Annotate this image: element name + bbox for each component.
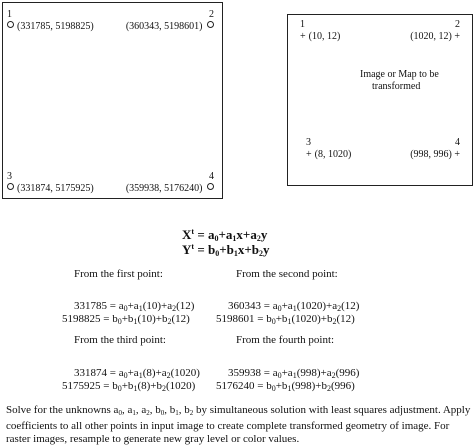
plus-marker-icon: + bbox=[454, 31, 460, 42]
corner-number: 3 bbox=[306, 137, 311, 148]
formula-y bbox=[182, 239, 269, 261]
corner-coordinate: (331785, 5198825) bbox=[17, 21, 94, 32]
map-corner-1 bbox=[7, 9, 94, 33]
image-corner-3 bbox=[306, 137, 351, 161]
map-corner-2 bbox=[126, 9, 214, 33]
image-corner-1 bbox=[300, 19, 340, 43]
circle-marker-icon bbox=[207, 183, 214, 190]
image-label bbox=[360, 69, 439, 93]
equation-third-b: $5175925 = b_0+b_1(8)+b_2(1020)$ bbox=[62, 380, 196, 393]
equation-second-a: $360343 = a_0+a_1(1020)+a_2(12)$ bbox=[228, 300, 360, 313]
heading-second-point: From the second point: bbox=[236, 268, 338, 280]
corner-number: 4 bbox=[209, 171, 214, 182]
equation-fourth-b: $5176240 = b_0+b_1(998)+b_2(996)$ bbox=[216, 380, 355, 393]
corner-number: 3 bbox=[7, 171, 12, 182]
corner-number: 1 bbox=[300, 19, 305, 30]
circle-marker-icon bbox=[7, 21, 14, 28]
equation-fourth-a: $359938 = a_0+a_1(998)+a_2(996)$ bbox=[228, 367, 360, 380]
circle-marker-icon bbox=[7, 183, 14, 190]
equation-first-a: $331785 = a_0+a_1(10)+a_2(12)$ bbox=[74, 300, 195, 313]
plus-marker-icon: + bbox=[306, 149, 312, 160]
map-corner-3 bbox=[7, 171, 94, 195]
image-corner-2 bbox=[410, 19, 460, 43]
map-corner-4 bbox=[126, 171, 214, 195]
corner-coordinate: (998, 996) bbox=[410, 149, 452, 160]
plus-marker-icon: + bbox=[300, 31, 306, 42]
corner-coordinate: (8, 1020) bbox=[314, 149, 352, 160]
map-coordinate-frame bbox=[2, 2, 223, 199]
formula-y-sup: t bbox=[191, 242, 195, 251]
explanation-paragraph: Solve for the unknowns $a_0$, $a_1$, $a_2$, $b_0$, $b_1$, $b_2$ by simultaneous solution with least squares adjustment. Apply coefficients to all other points in input image to create complete transformed geometry of image. For raster images, resample to generate new gray level or color values. bbox=[6, 404, 471, 445]
corner-number: 2 bbox=[209, 9, 214, 20]
heading-third-point: From the third point: bbox=[74, 334, 166, 346]
corner-number: 1 bbox=[7, 9, 12, 20]
plus-marker-icon: + bbox=[454, 149, 460, 160]
formula-y-lhs: Y bbox=[182, 242, 192, 257]
corner-coordinate: (1020, 12) bbox=[410, 31, 452, 42]
image-coordinate-frame bbox=[287, 14, 473, 186]
corner-number: 4 bbox=[455, 137, 460, 148]
corner-coordinate: (360343, 5198601) bbox=[125, 21, 203, 32]
corner-coordinate: (331874, 5175925) bbox=[17, 183, 94, 194]
image-corner-4 bbox=[410, 137, 460, 161]
formula-y-rhs: = $b_0+b_1x+b_2y$ bbox=[197, 242, 270, 258]
corner-number: 2 bbox=[455, 19, 460, 30]
equation-third-a: $331874 = a_0+a_1(8)+a_2(1020)$ bbox=[74, 367, 200, 380]
circle-marker-icon bbox=[207, 21, 214, 28]
image-label-line2: transformed bbox=[372, 81, 421, 92]
formula-x-lhs: X bbox=[182, 227, 192, 242]
formula-x-sup: t bbox=[191, 227, 195, 236]
heading-fourth-point: From the fourth point: bbox=[236, 334, 335, 346]
formula-x-rhs: = $a_0+a_1x+a_2y$ bbox=[197, 227, 268, 243]
equation-second-b: $5198601 = b_0+b_1(1020)+b_2(12)$ bbox=[216, 313, 355, 326]
equation-first-b: $5198825 = b_0+b_1(10)+b_2(12)$ bbox=[62, 313, 190, 326]
heading-first-point: From the first point: bbox=[74, 268, 163, 280]
corner-coordinate: (10, 12) bbox=[308, 31, 341, 42]
image-label-line1: Image or Map to be bbox=[360, 69, 439, 80]
corner-coordinate: (359938, 5176240) bbox=[125, 183, 203, 194]
